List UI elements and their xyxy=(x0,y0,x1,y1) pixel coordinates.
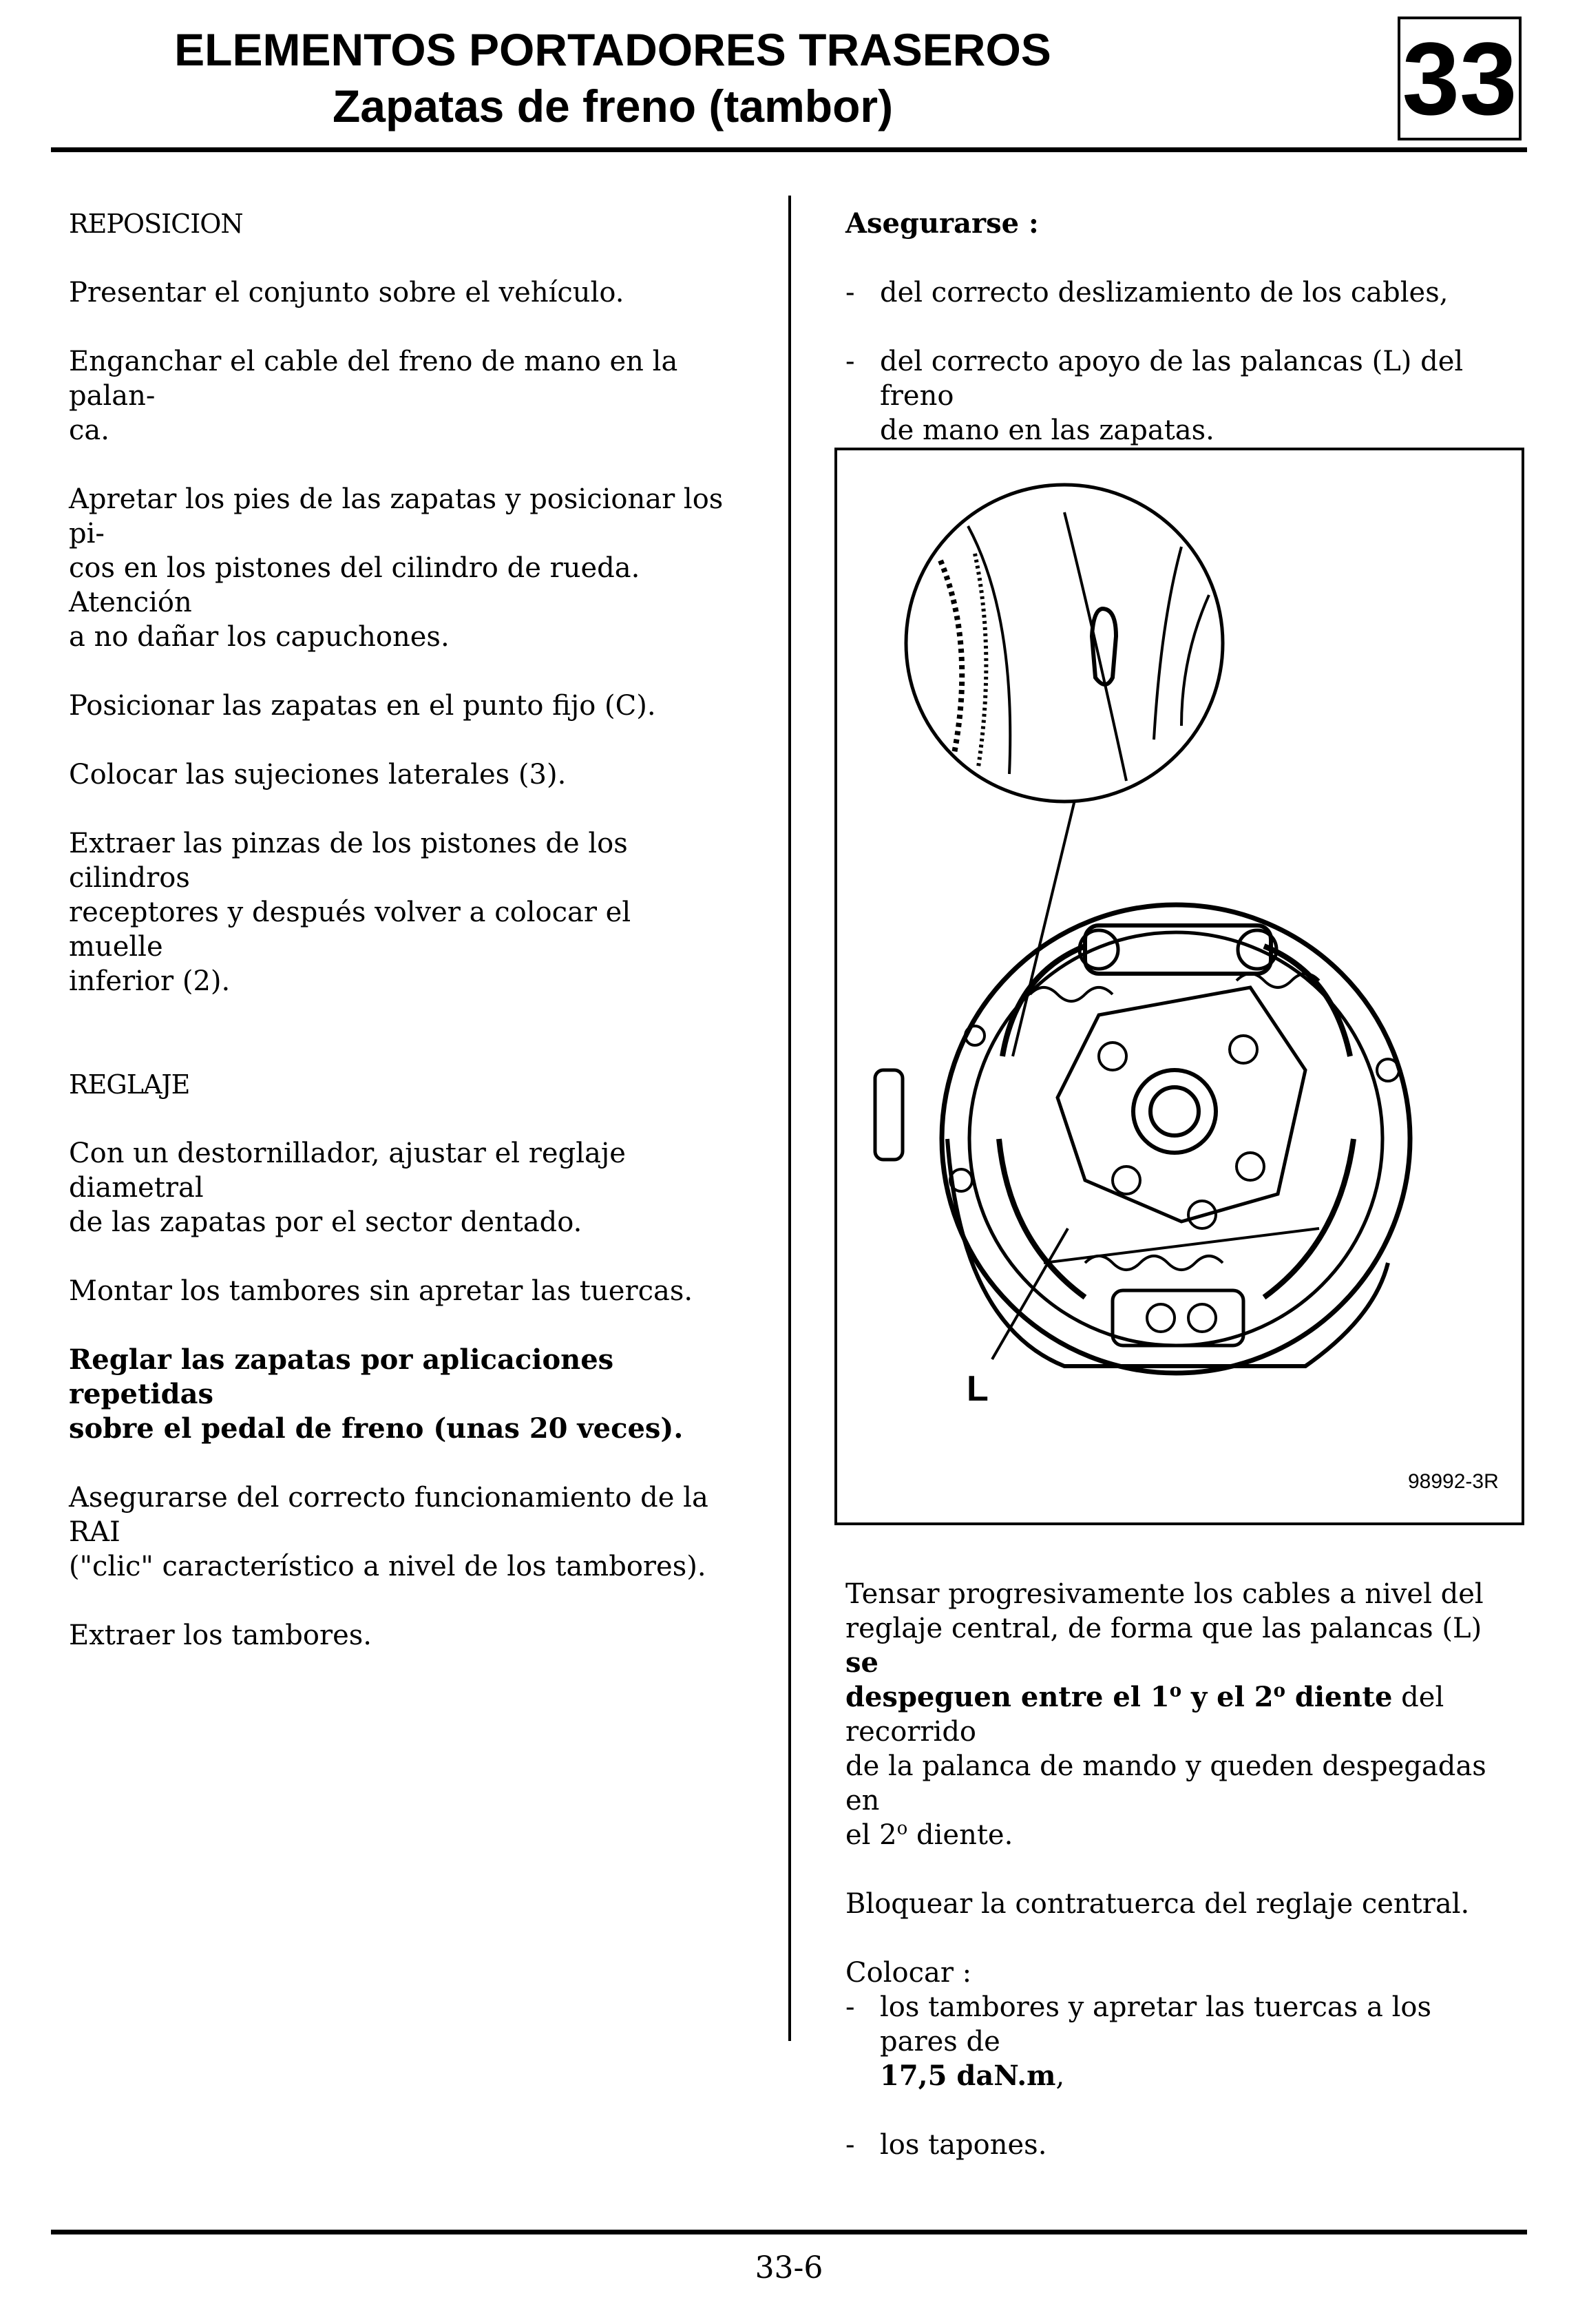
text-line: de mano en las zapatas. xyxy=(880,415,1214,446)
figure-reference: 98992-3R xyxy=(1408,1470,1499,1493)
hub-circle xyxy=(1133,1070,1216,1153)
text-line: Reglar las zapatas por aplicaciones repetidas xyxy=(69,1343,614,1410)
text-line: Montar los tambores sin apretar las tuercas. xyxy=(69,1275,693,1307)
list-item xyxy=(845,344,1493,448)
brake-drum-illustration xyxy=(837,450,1522,1522)
text-line: de la palanca de mando y queden despegadas en xyxy=(845,1750,1486,1817)
superscript: o xyxy=(1169,1680,1182,1702)
text-line: cos en los pistones del cilindro de rueda. Atención xyxy=(69,552,640,618)
header-title: ELEMENTOS PORTADORES TRASEROS xyxy=(174,24,1051,75)
detail-magnifier-circle xyxy=(906,485,1223,802)
text-line: Extraer los tambores. xyxy=(69,1620,372,1651)
chapter-number: 33 xyxy=(1398,17,1522,140)
header-rule xyxy=(51,147,1527,152)
list-item-text xyxy=(880,1990,1493,2093)
text-line: diente. xyxy=(907,1819,1013,1851)
text-line: Asegurarse del correcto funcionamiento de la RAI xyxy=(69,1482,708,1548)
list-dash: - xyxy=(845,346,855,377)
paragraph-colocar-sujeciones xyxy=(69,757,730,792)
list-item xyxy=(845,2128,1493,2162)
text-line: inferior (2). xyxy=(69,965,231,997)
text-line: receptores y después volver a colocar el muelle xyxy=(69,897,631,963)
section-heading-reposicion: REPOSICION xyxy=(69,209,243,239)
paragraph-montar xyxy=(69,1274,730,1308)
column-divider xyxy=(788,196,791,2041)
asegurarse-heading xyxy=(845,207,1493,241)
paragraph-presentar xyxy=(69,275,730,310)
text-bold: y el 2 xyxy=(1181,1681,1274,1713)
text-line: los tambores y apretar las tuercas a los pares de xyxy=(880,1991,1431,2058)
list-dash: - xyxy=(845,1991,855,2023)
right-column-top xyxy=(845,207,1493,482)
superscript: o xyxy=(1273,1680,1285,1702)
text-line: Bloquear la contratuerca del reglaje central. xyxy=(845,1888,1470,1920)
text-line: ("clic" característico a nivel de los tambores). xyxy=(69,1551,706,1582)
text-line: del correcto apoyo de las palancas (L) del freno xyxy=(880,346,1464,412)
figure-label-L: L xyxy=(967,1369,989,1409)
text-line: Extraer las pinzas de los pistones de los cilindros xyxy=(69,828,628,894)
list-item-text xyxy=(880,344,1493,448)
paragraph-asegurarse-rai xyxy=(69,1480,730,1584)
text-line: Presentar el conjunto sobre el vehículo. xyxy=(69,277,624,308)
footer-rule xyxy=(51,2230,1527,2234)
text-bold: se xyxy=(845,1646,879,1679)
text-bold: diente xyxy=(1285,1681,1393,1713)
text-line: Colocar las sujeciones laterales (3). xyxy=(69,759,567,791)
paragraph-apretar xyxy=(69,482,730,654)
text-line: , xyxy=(1055,2060,1065,2092)
paragraph-posicionar xyxy=(69,689,730,723)
text-line: reglaje central, de forma que las palancas (L) xyxy=(845,1613,1482,1644)
text-line: los tapones. xyxy=(880,2129,1047,2161)
list-item xyxy=(845,275,1493,310)
text-line: a no dañar los capuchones. xyxy=(69,621,450,653)
text-line: sobre el pedal de freno (unas 20 veces). xyxy=(69,1412,684,1445)
left-column xyxy=(69,207,730,1687)
paragraph-tensar xyxy=(845,1577,1493,1852)
list-item xyxy=(845,1990,1493,2093)
text-bold: despeguen entre el 1 xyxy=(845,1681,1170,1713)
right-column-bottom xyxy=(845,1577,1493,2162)
list-dash: - xyxy=(845,277,855,308)
superscript: o xyxy=(896,1818,908,1839)
paragraph-reglar-bold xyxy=(69,1343,730,1446)
paragraph-extraer-tambores xyxy=(69,1618,730,1653)
text-line: ca. xyxy=(69,415,109,446)
text-line: Con un destornillador, ajustar el reglaje diametral xyxy=(69,1138,626,1204)
header-subtitle: Zapatas de freno (tambor) xyxy=(332,81,894,132)
text-line: Enganchar el cable del freno de mano en la palan- xyxy=(69,346,678,412)
paragraph-enganchar xyxy=(69,344,730,448)
text-line: el 2 xyxy=(845,1819,897,1851)
text-line: Apretar los pies de las zapatas y posicionar los pi- xyxy=(69,483,724,549)
text-line: Asegurarse : xyxy=(845,207,1039,240)
paragraph-destornillador xyxy=(69,1136,730,1239)
torque-value: 17,5 daN.m xyxy=(880,2060,1056,2092)
section-heading-reglaje: REGLAJE xyxy=(69,1069,190,1100)
paragraph-extraer-pinzas xyxy=(69,826,730,998)
text-line: de las zapatas por el sector dentado. xyxy=(69,1206,582,1238)
text-line: del correcto deslizamiento de los cables, xyxy=(880,277,1449,308)
text-line: del recorrido xyxy=(845,1682,1444,1748)
page-number: 33-6 xyxy=(755,2250,823,2285)
colocar-heading: Colocar : xyxy=(845,1957,972,1989)
list-dash: - xyxy=(845,2129,855,2161)
text-line: Tensar progresivamente los cables a nivel del xyxy=(845,1578,1484,1610)
paragraph-bloquear xyxy=(845,1887,1493,1921)
text-line: Posicionar las zapatas en el punto fijo (C). xyxy=(69,690,656,722)
